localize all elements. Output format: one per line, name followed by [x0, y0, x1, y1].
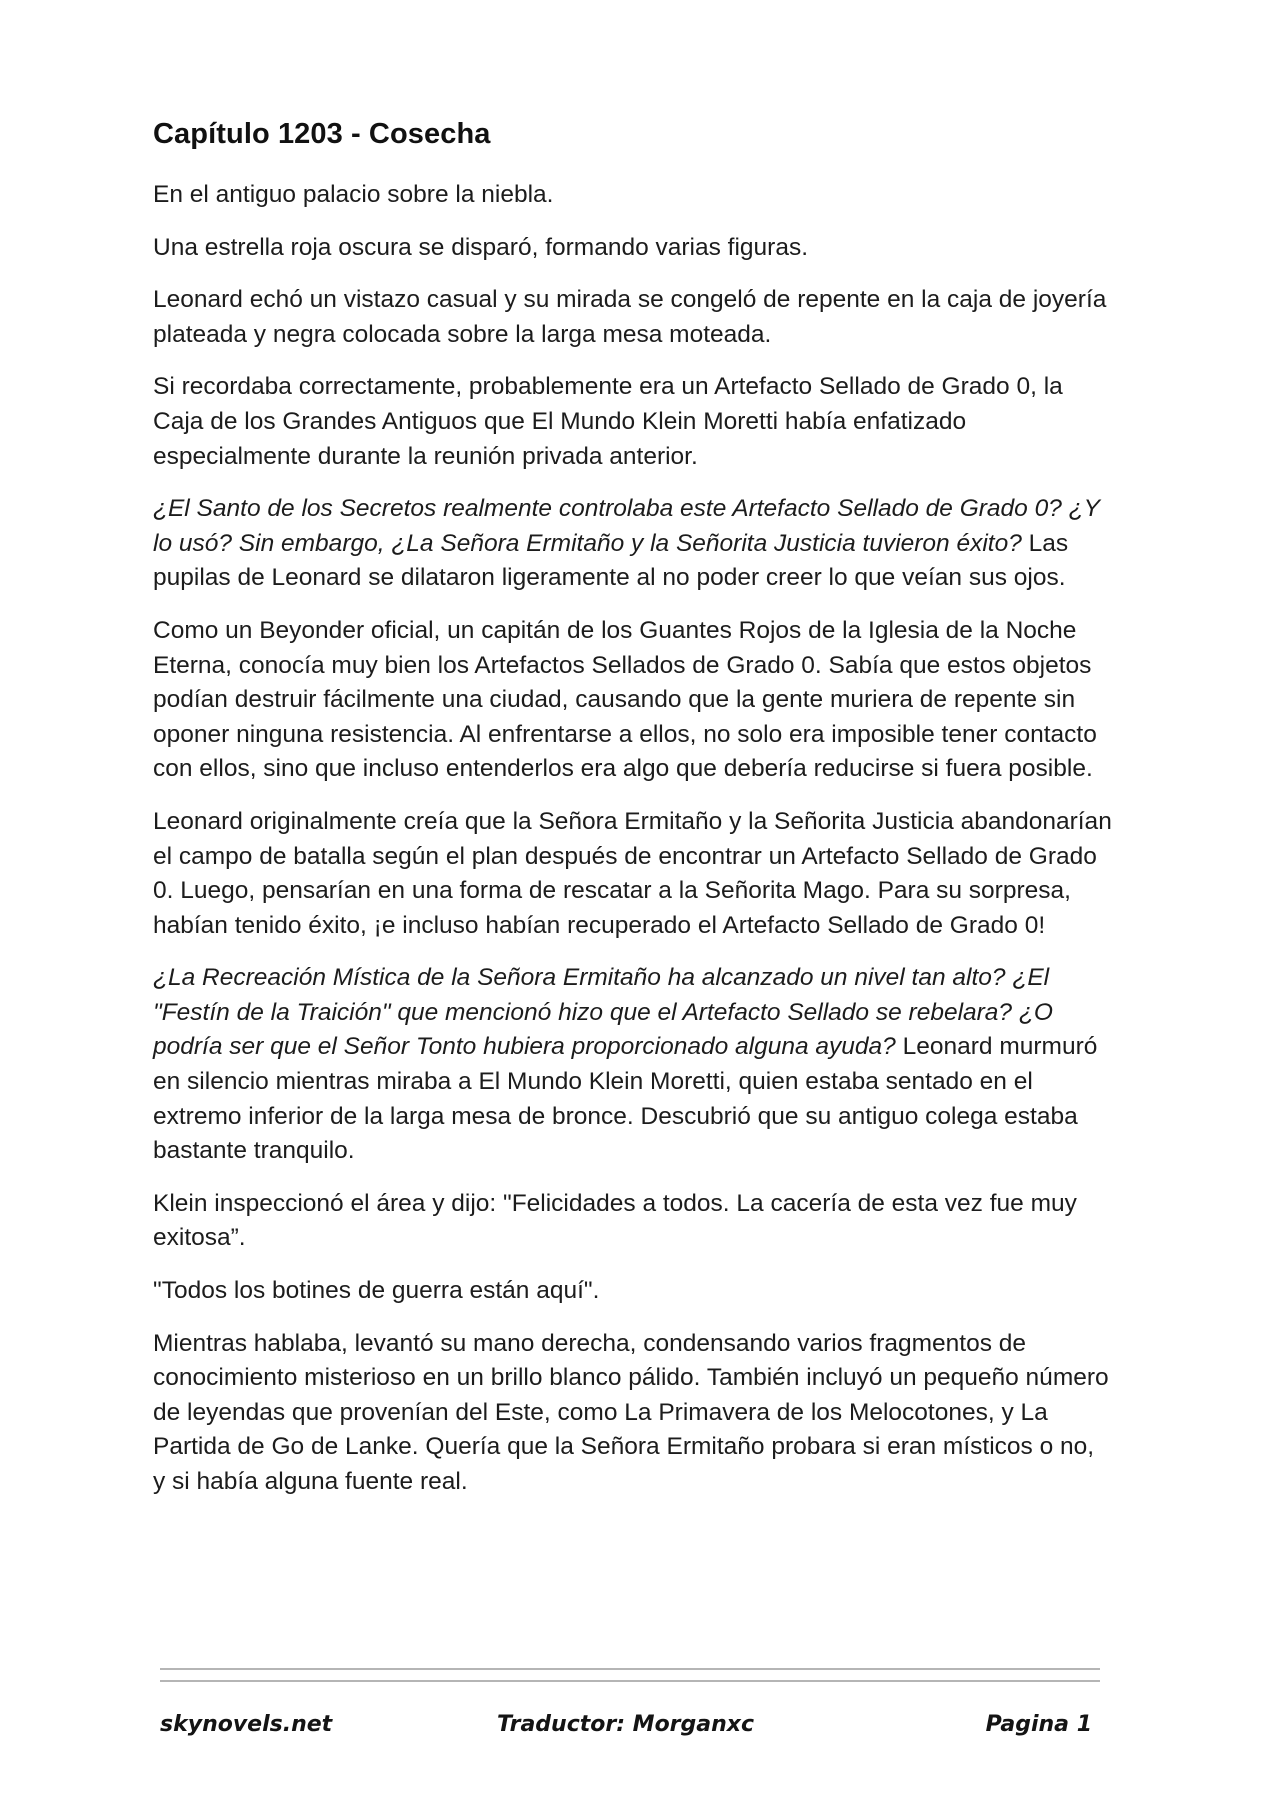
paragraph-text: Si recordaba correctamente, probablemente era un Artefacto Sellado de Grado 0, la Caja de los Grandes Antiguos que El Mundo Klein Moretti había enfatizado especialmente durante la reunión privada anterior.: [153, 373, 1063, 470]
paragraph: [153, 178, 1113, 213]
footer-divider-bottom: [160, 1680, 1100, 1682]
footer-site-name: skynovels.net: [160, 1712, 333, 1737]
paragraph-text: "Todos los botines de guerra están aquí".: [153, 1277, 600, 1305]
paragraph: [153, 370, 1113, 474]
page-footer: [160, 1712, 1092, 1748]
paragraph-italic-text: ¿El Santo de los Secretos realmente controlaba este Artefacto Sellado de Grado 0? ¿Y lo usó? Sin embargo, ¿La Señora Ermitaño y la Señorita Justicia tuvieron éxito?: [153, 495, 1100, 557]
paragraph: [153, 1327, 1113, 1500]
paragraph-text: Leonard echó un vistazo casual y su mirada se congeló de repente en la caja de joyería plateada y negra colocada sobre la larga mesa moteada.: [153, 286, 1107, 348]
footer-page-number: Pagina 1: [985, 1712, 1092, 1737]
paragraph: [153, 1274, 1113, 1309]
paragraph-text: Klein inspeccionó el área y dijo: "Felicidades a todos. La cacería de esta vez fue muy exitosa”.: [153, 1189, 1077, 1252]
paragraph: [153, 492, 1113, 596]
paragraph-italic-text: ¿La Recreación Mística de la Señora Ermitaño ha alcanzado un nivel tan alto? ¿El "Festín de la Traición" que mencionó hizo que el Artefacto Sellado se rebelara? ¿O podría ser que el Señor Tonto hubiera proporcionado alguna ayuda?: [153, 964, 1053, 1061]
paragraph: [153, 614, 1113, 787]
paragraph: [153, 1187, 1113, 1256]
document-body: [153, 118, 1113, 1518]
footer-translator: Traductor: Morganxc: [497, 1712, 755, 1737]
footer-divider-top: [160, 1668, 1100, 1670]
paragraph-text: Una estrella roja oscura se disparó, formando varias figuras.: [153, 233, 809, 261]
paragraph: [153, 961, 1113, 1169]
paragraph-list: [153, 178, 1113, 1500]
paragraph-text: Como un Beyonder oficial, un capitán de los Guantes Rojos de la Iglesia de la Noche Eterna, conocía muy bien los Artefactos Sellados de Grado 0. Sabía que estos objetos podían destruir fácilmente una ciudad, causando que la gente muriera de repente sin oponer ninguna resistencia. Al enfrentarse a ellos, no solo era imposible tener contacto con ellos, sino que incluso entenderlos era algo que debería reducirse si fuera posible.: [153, 616, 1097, 783]
paragraph-text: Leonard originalmente creía que la Señora Ermitaño y la Señorita Justicia abandonarían el campo de batalla según el plan después de encontrar un Artefacto Sellado de Grado 0. Luego, pensarían en una forma de rescatar a la Señorita Mago. Para su sorpresa, habían tenido éxito, ¡e incluso habían recuperado el Artefacto Sellado de Grado 0!: [153, 807, 1112, 939]
paragraph-text: En el antiguo palacio sobre la niebla.: [153, 181, 554, 208]
paragraph: [153, 805, 1113, 943]
paragraph-text: Mientras hablaba, levantó su mano derecha, condensando varios fragmentos de conocimiento misterioso en un brillo blanco pálido. También incluyó un pequeño número de leyendas que provenían del Este, como La Primavera de los Melocotones, y La Partida de Go de Lanke. Quería que la Señora Ermitaño probara si eran místicos o no, y si había alguna fuente real.: [153, 1329, 1109, 1495]
paragraph-text: Leonard murmuró en silencio mientras miraba a El Mundo Klein Moretti, quien estaba sentado en el extremo inferior de la larga mesa de bronce. Descubrió que su antiguo colega estaba bastante tranquilo.: [153, 1033, 1098, 1165]
paragraph-text: Las pupilas de Leonard se dilataron ligeramente al no poder creer lo que veían sus ojos.: [153, 529, 1069, 592]
chapter-title: Capítulo 1203 - Cosecha: [153, 118, 491, 150]
paragraph: [153, 231, 1113, 266]
paragraph: [153, 283, 1113, 352]
